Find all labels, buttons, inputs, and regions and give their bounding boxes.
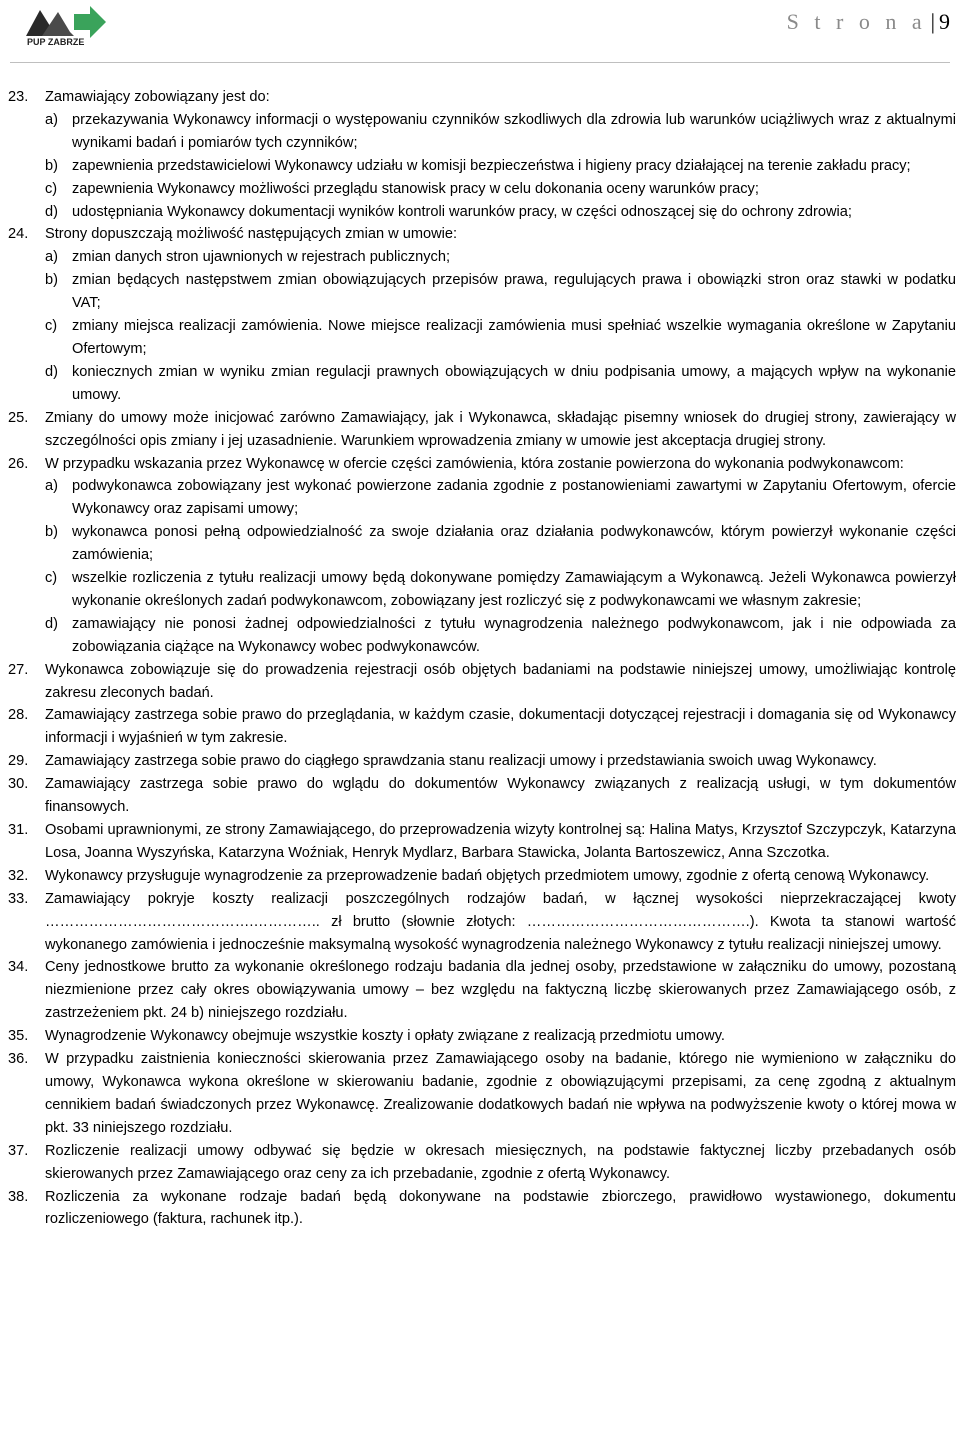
- sub-item: [45, 613, 956, 659]
- item-text: Rozliczenie realizacji umowy odbywać się będzie w okresach miesięcznych, na podstawie faktycznej liczby przebadanych osób skierowanych przez Zamawiającego oraz ceny za ich przebadanie, zgodnie z ofertą Wykonawcy.: [45, 1142, 956, 1182]
- item-body: [45, 453, 956, 659]
- sub-item: [45, 475, 956, 521]
- item-body: [45, 773, 956, 819]
- sub-item-text: zmian danych stron ujawnionych w rejestrach publicznych;: [72, 249, 450, 266]
- svg-text:PUP ZABRZE: PUP ZABRZE: [27, 37, 85, 47]
- list-item: [8, 819, 956, 865]
- item-text: W przypadku wskazania przez Wykonawcę w ofercie części zamówienia, która zostanie powierzona do wykonania podwykonawcom:: [45, 455, 904, 472]
- page-header: [0, 0, 960, 64]
- sub-item-letter: b): [45, 524, 58, 541]
- item-text: Zamawiający zastrzega sobie prawo do wglądu do dokumentów Wykonawcy związanych z realizacją usługi, w tym dokumentów finansowych.: [45, 776, 956, 816]
- list-item: [8, 659, 956, 705]
- sub-item: [45, 109, 956, 155]
- list-item: [8, 956, 956, 1025]
- sub-item-text: zapewnienia Wykonawcy możliwości przeglądu stanowisk pracy w celu dokonania oceny warunków pracy;: [72, 180, 759, 197]
- sub-item: [45, 155, 956, 178]
- item-number: 38.: [8, 1188, 29, 1205]
- item-number: 35.: [8, 1028, 29, 1045]
- sub-item-letter: b): [45, 272, 58, 289]
- sub-item: [45, 521, 956, 567]
- sub-item-text: zamawiający nie ponosi żadnej odpowiedzialności z tytułu wynagrodzenia należnego podwykonawcom, jak i nie odpowiada za zobowiązania ciążące na Wykonawcy wobec podwykonawców.: [72, 615, 956, 655]
- sub-item: [45, 361, 956, 407]
- sub-item-letter: a): [45, 478, 58, 495]
- page-number: 9: [939, 9, 950, 34]
- item-body: [45, 86, 956, 223]
- item-body: [45, 865, 956, 888]
- list-item: [8, 865, 956, 888]
- list-item: [8, 223, 956, 406]
- item-number: 30.: [8, 776, 29, 793]
- pup-zabrze-logo: [24, 2, 106, 48]
- item-number: 29.: [8, 753, 29, 770]
- header-rule: [10, 62, 950, 63]
- item-text: Zamawiający zastrzega sobie prawo do ciągłego sprawdzania stanu realizacji umowy i przedstawiania swoich uwag Wykonawcy.: [45, 753, 877, 770]
- sub-item-letter: d): [45, 203, 58, 220]
- item-number: 27.: [8, 661, 29, 678]
- item-text: W przypadku zaistnienia konieczności skierowania przez Zamawiającego osoby na badanie, którego nie wymieniono w załączniku do umowy, Wykonawca wykona określone w skierowaniu badanie, zgodnie z obowiązującymi przepisami, za cenę zgodną z aktualnym cennikiem badań świadczonych przez Wykonawcę. Zrealizowanie dodatkowych badań nie wpływa na podwyższenie kwoty o której mowa w pkt. 33 niniejszego rozdziału.: [45, 1051, 956, 1136]
- item-number: 31.: [8, 822, 29, 838]
- sub-item-text: wszelkie rozliczenia z tytułu realizacji umowy będą dokonywane pomiędzy Zamawiającym a Wykonawcą. Jeżeli Wykonawca powierzył wykonanie określonych zadań podwykonawcom, zobowiązany jest rozliczyć się z podwykonawcami we własnym zakresie;: [72, 570, 956, 609]
- list-item: [8, 86, 956, 223]
- sub-item-letter: c): [45, 180, 58, 197]
- item-number: 33.: [8, 890, 29, 907]
- item-number: 25.: [8, 409, 29, 426]
- sub-item-text: zmian będących następstwem zmian obowiązujących przepisów prawa, regulujących prawa i obowiązki stron oraz stawki w podatku VAT;: [72, 272, 956, 312]
- list-item: [8, 453, 956, 659]
- item-number: 37.: [8, 1142, 29, 1159]
- item-text: Zamawiający pokryje koszty realizacji poszczególnych rodzajów badań, w łącznej wysokości nieprzekraczającej kwoty …………………………………….………….. zł brutto (słownie złotych: ……………………………………….). Kwota ta stanowi wartość wykonanego zamówienia i jednocześnie maksymalną wysokość wynagrodzenia należnego Wykonawcy z tytułu realizacji niniejszej umowy.: [45, 890, 956, 953]
- list-item: [8, 1025, 956, 1048]
- sub-item: [45, 315, 956, 361]
- sub-item-text: zapewnienia przedstawicielowi Wykonawcy udziału w komisji bezpieczeństwa i higieny pracy działającej na terenie zakładu pracy;: [72, 157, 911, 174]
- item-body: [45, 1186, 956, 1232]
- item-text: Ceny jednostkowe brutto za wykonanie określonego rodzaju badania dla jednej osoby, przedstawione w załączniku do umowy, pozostaną niezmienione przez cały okres obowiązywania umowy – bez względu na faktyczną liczbę skierowanych przez Zamawiającego osób, z zastrzeżeniem pkt. 24 b) niniejszego rozdziału.: [45, 959, 956, 1022]
- sub-item: [45, 201, 956, 224]
- item-number: 23.: [8, 89, 29, 105]
- item-body: [45, 888, 956, 957]
- sub-item: [45, 246, 956, 269]
- item-text: Wykonawcy przysługuje wynagrodzenie za przeprowadzenie badań objętych przedmiotem umowy, zgodnie z ofertą cenową Wykonawcy.: [45, 867, 930, 884]
- sub-item-letter: a): [45, 111, 58, 128]
- item-text: Wynagrodzenie Wykonawcy obejmuje wszystkie koszty i opłaty związane z realizacją przedmiotu umowy.: [45, 1028, 725, 1045]
- item-text: Osobami uprawnionymi, ze strony Zamawiającego, do przeprowadzenia wizyty kontrolnej są: Halina Matys, Krzysztof Szczypczyk, Katarzyna Losa, Joanna Wyszyńska, Katarzyna Woźniak, Henryk Mydlarz, Barbara Stawicka, Jolanta Bartoszewicz, Anna Szczotka.: [45, 822, 956, 861]
- item-text: Strony dopuszczają możliwość następujących zmian w umowie:: [45, 226, 458, 243]
- list-item: [8, 888, 956, 957]
- item-body: [45, 1025, 956, 1048]
- sub-item: [45, 567, 956, 613]
- sub-item: [45, 178, 956, 201]
- item-number: 24.: [8, 226, 29, 243]
- document-body: [8, 86, 956, 1231]
- list-item: [8, 1186, 956, 1232]
- list-item: [8, 773, 956, 819]
- item-body: [45, 956, 956, 1025]
- sub-item-letter: a): [45, 249, 58, 266]
- item-number: 28.: [8, 707, 29, 724]
- item-number: 26.: [8, 455, 29, 472]
- list-item: [8, 1048, 956, 1140]
- item-body: [45, 223, 956, 406]
- sub-item-text: zmiany miejsca realizacji zamówienia. Nowe miejsce realizacji zamówienia musi spełniać wszelkie wymagania określone w Zapytaniu Ofertowym;: [72, 318, 956, 357]
- list-item: [8, 750, 956, 773]
- item-number: 32.: [8, 867, 29, 884]
- item-body: [45, 819, 956, 865]
- item-body: [45, 659, 956, 705]
- list-item: [8, 407, 956, 453]
- item-body: [45, 1140, 956, 1186]
- sub-item-letter: d): [45, 615, 58, 632]
- item-text: Wykonawca zobowiązuje się do prowadzenia rejestracji osób objętych badaniami na podstawie niniejszej umowy, umożliwiając kontrolę zakresu zleconych badań.: [45, 661, 956, 701]
- page-number-label: S t r o n a | 9: [786, 9, 950, 34]
- item-number: 36.: [8, 1051, 29, 1068]
- list-item: [8, 704, 956, 750]
- item-text: Rozliczenia za wykonane rodzaje badań będą dokonywane na podstawie zbiorczego, prawidłowo wystawionego, dokumentu rozliczeniowego (faktura, rachunek itp.).: [45, 1188, 956, 1228]
- sub-item-text: przekazywania Wykonawcy informacji o występowaniu czynników szkodliwych dla zdrowia lub warunków uciążliwych wraz z aktualnymi wynikami badań i pomiarów tych czynników;: [72, 111, 956, 151]
- sub-item-letter: c): [45, 318, 58, 335]
- item-body: [45, 750, 956, 773]
- item-text: Zamawiający zobowiązany jest do:: [45, 89, 270, 105]
- sub-item-text: koniecznych zmian w wyniku zmian regulacji prawnych obowiązujących w dniu podpisania umowy, a mających wpływ na wykonanie umowy.: [72, 363, 956, 403]
- sub-item-letter: b): [45, 157, 58, 174]
- sub-item-letter: c): [45, 570, 58, 587]
- item-number: 34.: [8, 959, 29, 976]
- sub-item-text: udostępniania Wykonawcy dokumentacji wyników kontroli warunków pracy, w części odnoszącej się do ochrony zdrowia;: [72, 203, 852, 220]
- item-body: [45, 1048, 956, 1140]
- list-item: [8, 1140, 956, 1186]
- item-body: [45, 407, 956, 453]
- sub-item-letter: d): [45, 363, 58, 380]
- sub-item: [45, 269, 956, 315]
- item-body: [45, 704, 956, 750]
- item-text: Zamawiający zastrzega sobie prawo do przeglądania, w każdym czasie, dokumentacji dotyczącej rejestracji i domagania się od Wykonawcy informacji i wyjaśnień w tym zakresie.: [45, 707, 956, 747]
- page-word: S t r o n a: [786, 9, 927, 34]
- sub-item-text: wykonawca ponosi pełną odpowiedzialność za swoje działania oraz działania podwykonawców, którym powierzył wykonanie części zamówienia;: [72, 524, 956, 564]
- sub-item-text: podwykonawca zobowiązany jest wykonać powierzone zadania zgodnie z postanowieniami zawartymi w Zapytaniu Ofertowym, ofercie Wykonawcy oraz zapisami umowy;: [72, 478, 956, 518]
- item-text: Zmiany do umowy może inicjować zarówno Zamawiający, jak i Wykonawca, składając pisemny wniosek do drugiej strony, zawierający w szczególności opis zmiany i jej uzasadnienie. Warunkiem wprowadzenia zmiany w umowie jest akceptacja drugiej strony.: [45, 409, 956, 449]
